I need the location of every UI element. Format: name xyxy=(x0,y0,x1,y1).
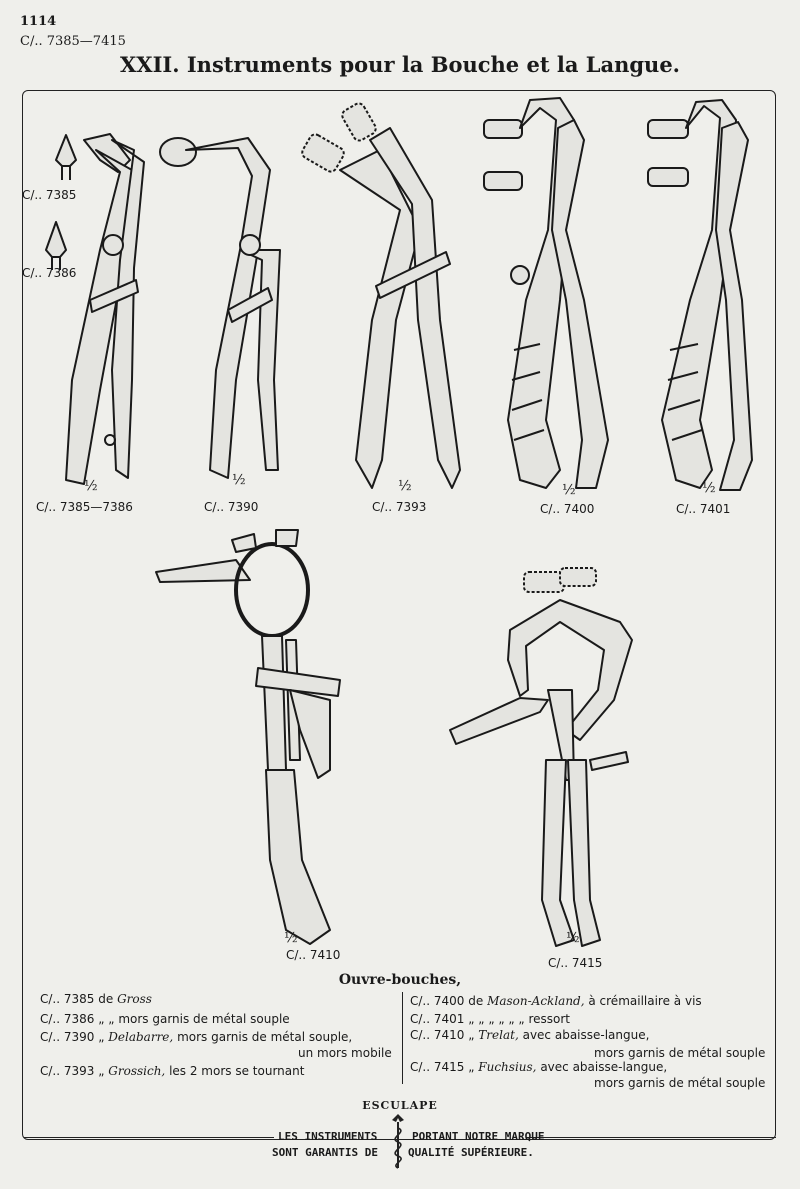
legend-item-7415-cont: mors garnis de métal souple xyxy=(594,1076,766,1090)
legend-item-7390: C/.. 7390 „ Delabarre, mors garnis de métal souple, xyxy=(40,1030,353,1044)
motto-left-1: LES INSTRUMENTS xyxy=(278,1130,378,1143)
motto-right-2: QUALITÉ SUPÉRIEURE. xyxy=(408,1146,534,1159)
legend-divider xyxy=(402,992,403,1084)
page-title: XXII. Instruments pour la Bouche et la Langue. xyxy=(120,52,680,77)
figure-label-7400: C/.. 7400 xyxy=(540,502,595,516)
legend-item-7385: C/.. 7385 de Gross xyxy=(40,992,152,1006)
legend-item-7390-cont: un mors mobile xyxy=(298,1046,392,1060)
scale-7410: ½ xyxy=(284,930,298,946)
figure-label-7415: C/.. 7415 xyxy=(548,956,603,970)
gag-7393-illustration xyxy=(300,101,460,488)
tip-7385-label: C/.. 7385 xyxy=(22,188,77,202)
gag-7401-illustration xyxy=(648,100,752,490)
motto-right-1: PORTANT NOTRE MARQUE xyxy=(412,1130,545,1143)
scale-7393: ½ xyxy=(398,478,412,494)
legend-item-7386: C/.. 7386 „ „ mors garnis de métal souple xyxy=(40,1012,290,1026)
legend-item-7410: C/.. 7410 „ Trelat, avec abaisse-langue, xyxy=(410,1028,650,1042)
tip-7386-illustration xyxy=(46,222,66,270)
figure-label-7401: C/.. 7401 xyxy=(676,502,731,516)
caduceus-logo xyxy=(386,1114,410,1170)
motto-left-2: SONT GARANTIS DE xyxy=(272,1146,378,1159)
legend-item-7410-cont: mors garnis de métal souple xyxy=(594,1046,766,1060)
legend-item-7400: C/.. 7400 de Mason-Ackland, à crémaillaire à vis xyxy=(410,994,702,1008)
figure-label-7385-7386: C/.. 7385—7386 xyxy=(36,500,133,514)
figure-label-7393: C/.. 7393 xyxy=(372,500,427,514)
figure-label-7410: C/.. 7410 xyxy=(286,948,341,962)
tip-7385-illustration xyxy=(56,135,76,180)
gag-7390-illustration xyxy=(160,138,280,478)
scale-7400: ½ xyxy=(562,482,576,498)
footer-rule-left xyxy=(24,1137,274,1138)
scale-7415: ½ xyxy=(566,930,580,946)
scale-7401: ½ xyxy=(702,480,716,496)
gag-7400-illustration xyxy=(484,98,608,488)
legend-heading: Ouvre-bouches, xyxy=(338,972,462,988)
tip-7386-label: C/.. 7386 xyxy=(22,266,77,280)
footer-rule-right xyxy=(526,1137,776,1138)
gag-7385-illustration xyxy=(66,134,144,484)
legend-item-7393: C/.. 7393 „ Grossich, les 2 mors se tournant xyxy=(40,1064,305,1078)
gag-7415-illustration xyxy=(450,568,632,946)
scale-7385: ½ xyxy=(84,478,98,494)
page-number: 1114 xyxy=(20,14,57,29)
brand-name: ESCULAPE xyxy=(362,1099,438,1112)
legend-item-7415: C/.. 7415 „ Fuchsius, avec abaisse-langue, xyxy=(410,1060,668,1074)
scale-7390: ½ xyxy=(232,472,246,488)
legend-item-7401: C/.. 7401 „ „ „ „ „ „ ressort xyxy=(410,1012,570,1026)
figure-label-7390: C/.. 7390 xyxy=(204,500,259,514)
gag-7410-illustration xyxy=(156,530,340,944)
catalog-range: C/.. 7385—7415 xyxy=(20,34,126,49)
